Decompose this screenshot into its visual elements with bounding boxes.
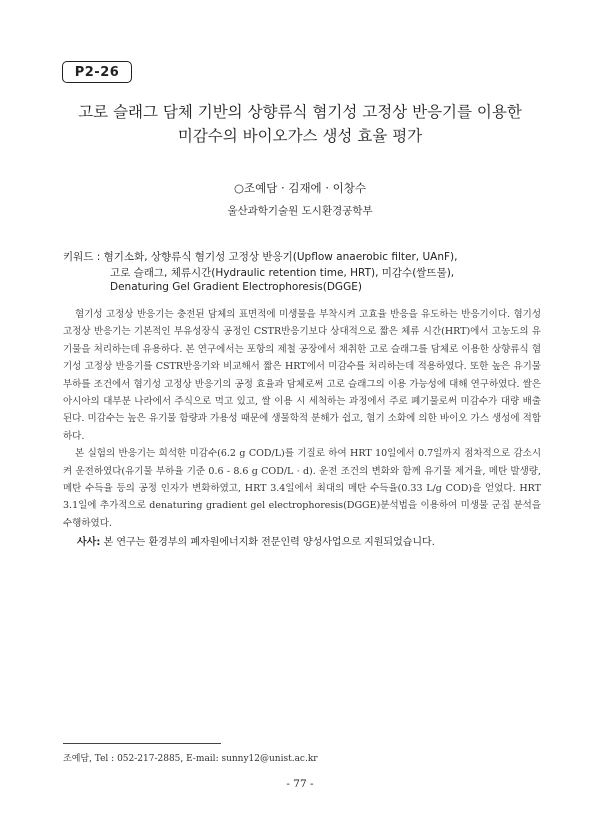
keywords-line-2: 고로 슬래그, 체류시간(Hydraulic retention time, HRT), 미감수(쌀뜨물), xyxy=(110,267,455,279)
page-number: - 77 - xyxy=(286,778,314,790)
abstract-paragraph-1: 혐기성 고정상 반응기는 충전된 담체의 표면적에 미생물을 부착시켜 고효율 반응을 유도하는 반응기이다. 혐기성 고정상 반응기는 기본적인 부유성장식 공정인 CSTR반응기보다 상대적으로 짧은 체류 시간(HRT)에서 고농도의 유기물을 처리하는데 유용하다. 본 연구에서는 포항의 제철 공장에서 채취한 고로 슬래그를 담체로 이용한 상향류식 혐기성 고정상 반응기를 CSTR반응기와 비교해서 짧은 HRT에서 미감수를 처리하는데 적용하였다. 또한 높은 유기물 부하를 조건에서 혐기성 고정상 반응기의 공정 효율과 담체로써 고로 슬래그의 이용 가능성에 대해 연구하였다. 쌀은 아시아의 대부분 나라에서 주식으로 먹고 있고, 쌀 이용 시 세척하는 과정에서 주로 폐기물로써 미감수가 대량 배출된다. 미감수는 높은 유기물 함량과 가용성 때문에 생물학적 분해가 쉽고, 혐기 소화에 의한 바이오 가스 생성에 적합하다. xyxy=(63,309,541,442)
paper-id-badge: P2-26 xyxy=(62,61,132,83)
acknowledgement-label: 사사: xyxy=(77,537,101,548)
paper-title-line-2: 미감수의 바이오가스 생성 효율 평가 xyxy=(177,127,423,145)
affiliation: 울산과학기술원 도시환경공학부 xyxy=(227,205,373,217)
abstract-paragraph-2: 본 실험의 반응기는 희석한 미감수(6.2 g COD/L)를 기질로 하여 HRT 10일에서 0.7일까지 점차적으로 감소시켜 운전하였다(유기물 부하율 기준 0.6 - 8.6 g COD/L · d). 운전 조건의 변화와 함께 유기물 제거율, 메탄 발생량, 메탄 수득율 등의 공정 인자가 변화하였고, HRT 3.4일에서 최대의 메탄 수득율(0.33 L/g COD)을 얻었다. HRT 3.1일에 추가적으로 denaturing gradient gel electrophoresis(DGGE)분석법을 이용하여 미생물 군집 분석을 수행하였다. xyxy=(63,448,541,529)
footnote: 조예담, Tel : 052-217-2885, E-mail: sunny12@unist.ac.kr xyxy=(63,754,318,764)
keywords-line-1: 키워드 : 혐기소화, 상향류식 혐기성 고정상 반응기(Upflow anaerobic filter, UAnF), xyxy=(63,251,458,263)
abstract-body xyxy=(63,306,541,532)
keywords-line-3: Denaturing Gel Gradient Electrophoresis(DGGE) xyxy=(110,281,362,293)
footnote-divider xyxy=(63,743,221,744)
authors: ○조예담 · 김재에 · 이창수 xyxy=(234,181,366,195)
acknowledgement-text: 본 연구는 환경부의 폐자원에너지화 전문인력 양성사업으로 지원되었습니다. xyxy=(103,537,435,548)
paper-title-line-1: 고로 슬래그 담체 기반의 상향류식 혐기성 고정상 반응기를 이용한 xyxy=(78,103,522,121)
acknowledgement xyxy=(77,533,547,548)
